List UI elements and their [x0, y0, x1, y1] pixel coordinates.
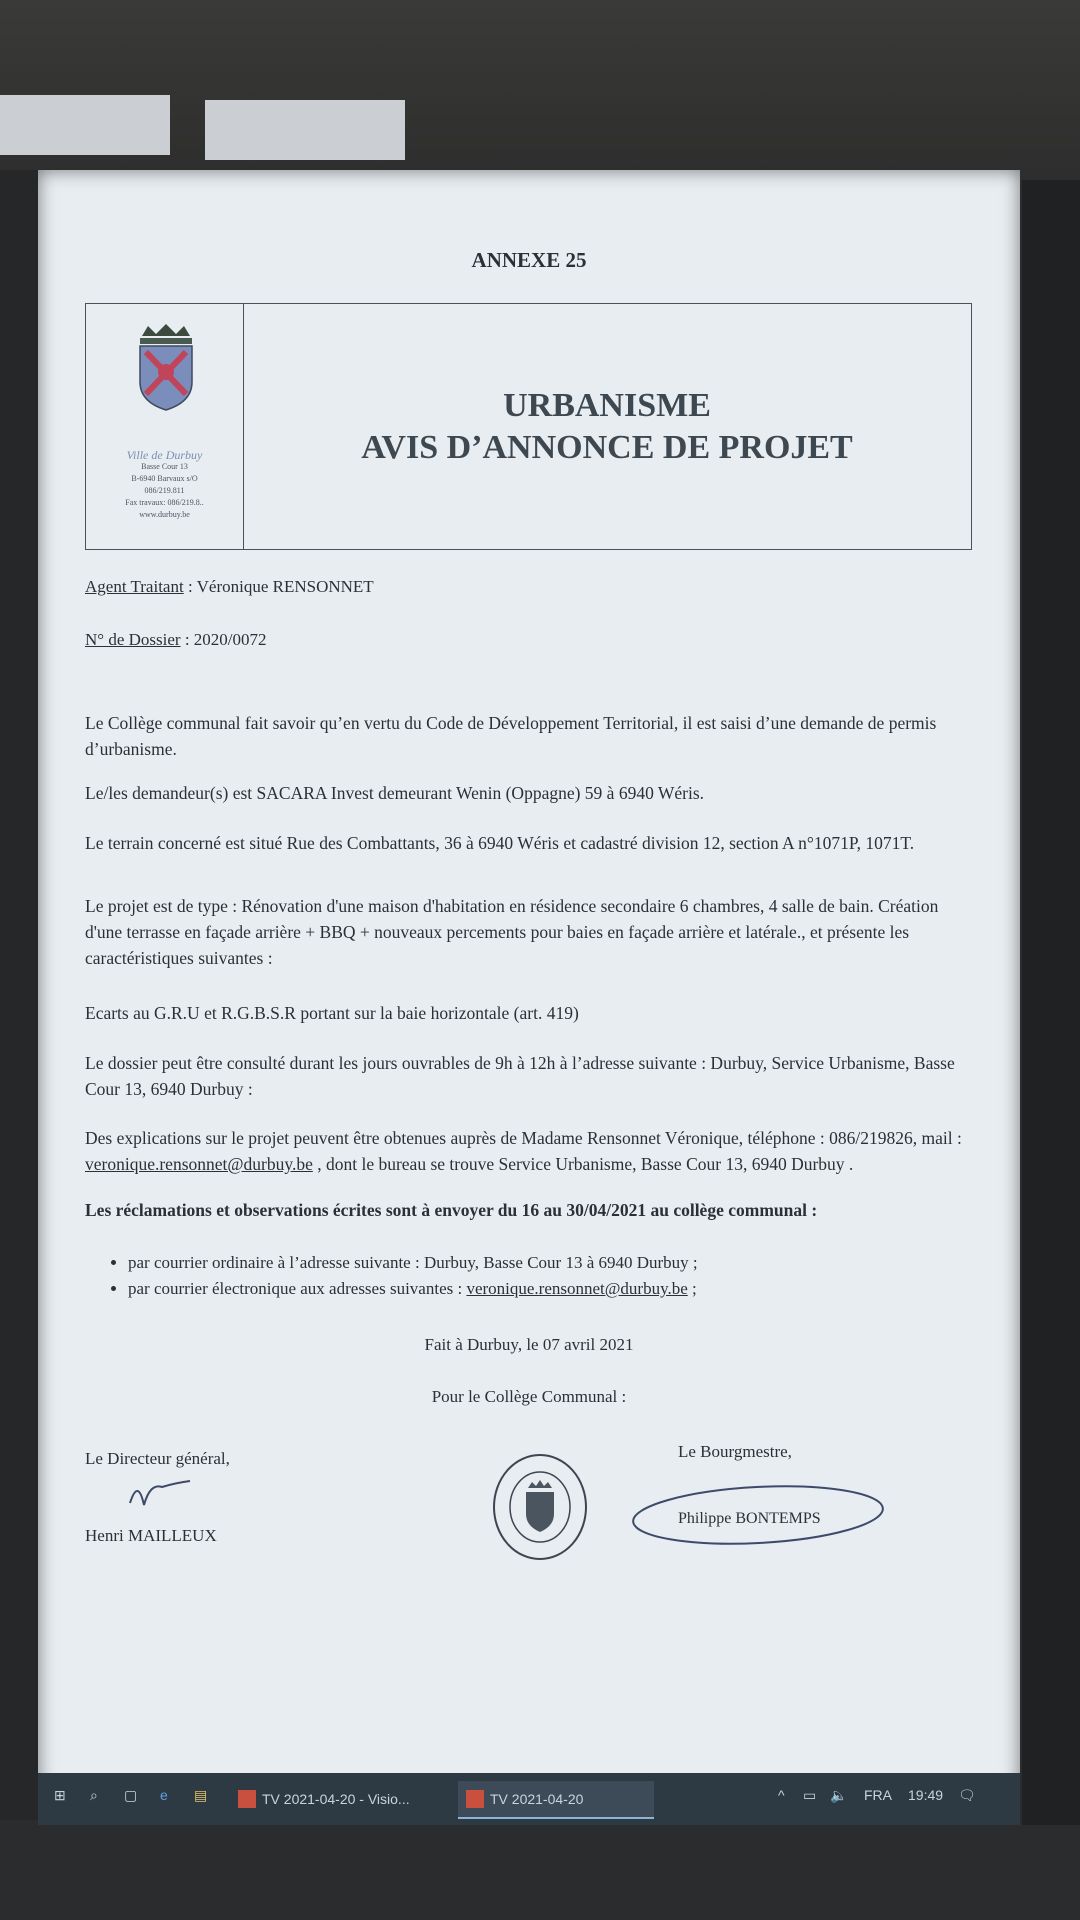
file-explorer-icon[interactable]: ▤ [194, 1787, 208, 1803]
notice-title [243, 304, 971, 549]
window-frame-right [1022, 180, 1080, 1880]
fait-line: Fait à Durbuy, le 07 avril 2021 [424, 1335, 634, 1354]
agent-line [85, 577, 374, 597]
notifications-icon[interactable]: 🗨 [958, 1787, 976, 1803]
powerpoint-icon [238, 1790, 256, 1808]
title-line-1: URBANISME [503, 386, 711, 424]
durbuy-logo [86, 304, 244, 549]
taskbar [38, 1773, 1020, 1825]
glare-reflection [0, 95, 170, 155]
agent-label: Agent Traitant [85, 577, 184, 596]
paragraph-intro: Le Collège communal fait savoir qu’en vertu du Code de Développement Territorial, il est saisi d’une demande de permis d’urbanisme. [85, 713, 937, 759]
taskbar-app-1-label: TV 2021-04-20 - Visio... [262, 1791, 410, 1807]
email-link[interactable]: veronique.rensonnet@durbuy.be [466, 1279, 688, 1298]
powerpoint-icon [466, 1790, 484, 1808]
battery-icon[interactable]: ▭ [803, 1787, 817, 1803]
list-item [128, 1276, 698, 1302]
directeur-title: Le Directeur général, [85, 1449, 230, 1468]
signature-icon [120, 1473, 200, 1513]
directeur-signature-block [85, 1445, 230, 1550]
window-frame-bottom [0, 1825, 1080, 1920]
paragraph-reclamations: Les réclamations et observations écrites sont à envoyer du 16 au 30/04/2021 au collège communal : [85, 1200, 818, 1220]
logo-line: Basse Cour 13 [141, 462, 188, 471]
display-screen [38, 170, 1020, 1825]
title-line-2: AVIS D’ANNONCE DE PROJET [361, 428, 853, 466]
list-item: • par courrier ordinaire à l’adresse suivante : Durbuy, Basse Cour 13 à 6940 Durbuy ; [128, 1250, 698, 1276]
glare-reflection [205, 100, 405, 160]
paragraph-contact [85, 1125, 975, 1177]
bourgmestre-name: Philippe BONTEMPS [678, 1510, 821, 1527]
paragraph-project: Le projet est de type : Rénovation d'une maison d'habitation en résidence secondaire 6 chambres, 4 salle de bain. Création d'une terrasse en façade arrière + BBQ + nouveaux percements pour baies en façade arrière et latérale., et présente les caractéristiques suivantes : [85, 896, 939, 968]
notice-document [38, 170, 1020, 1820]
paragraph-applicant: Le/les demandeur(s) est SACARA Invest demeurant Wenin (Oppagne) 59 à 6940 Wéris. [85, 783, 705, 803]
submission-list [98, 1250, 698, 1302]
search-icon[interactable]: ⌕ [90, 1787, 98, 1803]
paragraph-terrain: Le terrain concerné est situé Rue des Combattants, 36 à 6940 Wéris et cadastré division 12, section A n°1071P, 1071T. [85, 833, 915, 853]
windows-start-icon[interactable]: ⊞ [54, 1787, 66, 1803]
dossier-label: N° de Dossier [85, 630, 181, 649]
list-item-text-post: ; [687, 1279, 697, 1298]
logo-line: 086/219.811 [144, 486, 185, 495]
clock[interactable]: 19:49 [908, 1787, 944, 1803]
dossier-value: : 2020/0072 [180, 630, 267, 649]
logo-ville: Ville de Durbuy [126, 448, 203, 462]
contact-text-post: , dont le bureau se trouve Service Urbanisme, Basse Cour 13, 6940 Durbuy . [312, 1154, 854, 1174]
chevron-up-icon[interactable]: ^ [778, 1787, 785, 1803]
logo-line: B-6940 Barvaux s/O [131, 474, 198, 483]
edge-icon[interactable]: e [160, 1787, 168, 1803]
bourgmestre-title: Le Bourgmestre, [678, 1442, 792, 1461]
header-box [85, 303, 972, 550]
language-indicator[interactable]: FRA [864, 1787, 892, 1803]
task-view-icon[interactable]: ▢ [124, 1787, 138, 1803]
taskbar-app-2[interactable] [458, 1781, 654, 1819]
annexe-label: ANNEXE 25 [471, 248, 587, 272]
volume-icon[interactable]: 🔈 [830, 1787, 848, 1803]
logo-line: www.durbuy.be [139, 510, 190, 519]
window-frame-left [0, 170, 40, 1820]
crest-icon [134, 322, 198, 412]
paragraph-consultation: Le dossier peut être consulté durant les jours ouvrables de 9h à 12h à l’adresse suivante : Durbuy, Service Urbanisme, Basse Cour 13, 6940 Durbuy : [85, 1053, 955, 1099]
paragraph-ecarts: Ecarts au G.R.U et R.G.B.S.R portant sur la baie horizontale (art. 419) [85, 1003, 579, 1023]
dossier-line [85, 630, 267, 650]
contact-email-link[interactable]: veronique.rensonnet@durbuy.be [85, 1154, 313, 1174]
directeur-name: Henri MAILLEUX [85, 1526, 217, 1545]
pour-line: Pour le Collège Communal : [431, 1387, 627, 1406]
contact-text: Des explications sur le projet peuvent être obtenues auprès de Madame Rensonnet Véronique, téléphone : 086/219826, mail : [85, 1128, 962, 1148]
agent-value: : Véronique RENSONNET [183, 577, 374, 596]
taskbar-app-2-label: TV 2021-04-20 [490, 1791, 584, 1807]
commune-seal-icon [490, 1452, 590, 1562]
taskbar-app-1[interactable] [230, 1781, 418, 1817]
logo-line: Fax travaux: 086/219.8.. [125, 498, 204, 507]
list-item-text: par courrier électronique aux adresses suivantes : [128, 1279, 467, 1298]
